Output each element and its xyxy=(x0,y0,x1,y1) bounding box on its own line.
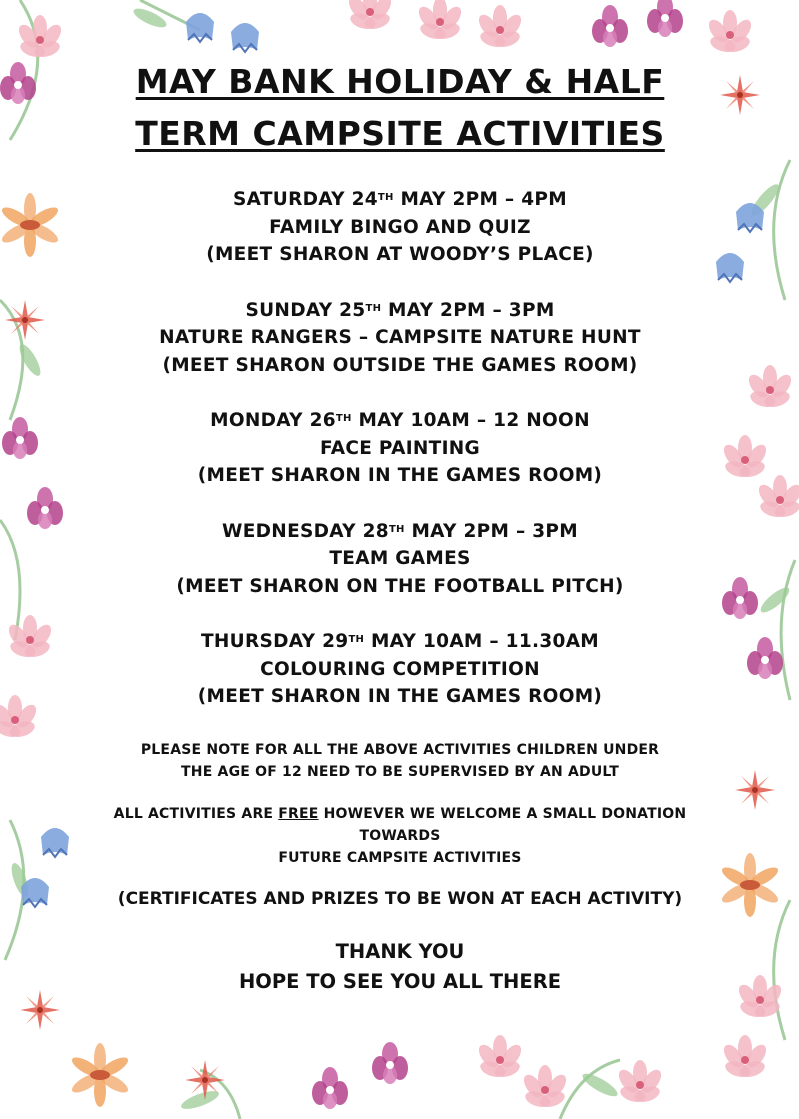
event-activity: COLOURING COMPETITION xyxy=(260,658,540,680)
certificates-note: (CERTIFICATES AND PRIZES TO BE WON AT EACH ACTIVITY) xyxy=(117,888,683,909)
event-item xyxy=(80,518,720,601)
event-activity: FACE PAINTING xyxy=(319,437,481,459)
see-you-line: HOPE TO SEE YOU ALL THERE xyxy=(238,969,562,993)
poster-title xyxy=(80,56,720,160)
event-meeting-point: (MEET SHARON OUTSIDE THE GAMES ROOM) xyxy=(162,354,638,376)
event-activity: NATURE RANGERS – CAMPSITE NATURE HUNT xyxy=(159,327,641,348)
title-line-1: MAY BANK HOLIDAY & HALF xyxy=(135,62,665,101)
title-line-2: TERM CAMPSITE ACTIVITIES xyxy=(135,114,665,153)
closing-message xyxy=(80,937,720,997)
event-activity: FAMILY BINGO AND QUIZ xyxy=(269,216,531,238)
event-date: SUNDAY 25TH MAY 2PM – 3PM xyxy=(245,299,555,321)
event-date: WEDNESDAY 28TH MAY 2PM – 3PM xyxy=(222,520,578,542)
supervision-note: PLEASE NOTE FOR ALL THE ABOVE ACTIVITIES CHILDREN UNDER THE AGE OF 12 NEED TO BE SUPERVISED BY AN ADULT xyxy=(140,741,660,780)
event-item xyxy=(80,628,720,711)
event-meeting-point: (MEET SHARON ON THE FOOTBALL PITCH) xyxy=(176,575,624,597)
thank-you-line: THANK YOU xyxy=(335,939,465,963)
event-date: THURSDAY 29TH MAY 10AM – 11.30AM xyxy=(200,631,600,652)
event-date: SATURDAY 24TH MAY 2PM – 4PM xyxy=(233,189,567,210)
event-meeting-point: (MEET SHARON IN THE GAMES ROOM) xyxy=(197,686,603,707)
free-emphasis: FREE xyxy=(278,805,319,822)
donation-note: ALL ACTIVITIES ARE FREE HOWEVER WE WELCOME A SMALL DONATION TOWARDS FUTURE CAMPSITE ACTIVITIES xyxy=(113,805,687,866)
event-item xyxy=(80,186,720,269)
event-meeting-point: (MEET SHARON AT WOODY’S PLACE) xyxy=(206,244,594,265)
event-date: MONDAY 26TH MAY 10AM – 12 NOON xyxy=(210,410,590,431)
event-item xyxy=(80,407,720,490)
event-activity: TEAM GAMES xyxy=(329,548,471,569)
event-meeting-point: (MEET SHARON IN THE GAMES ROOM) xyxy=(197,465,603,486)
poster-content xyxy=(80,56,720,997)
event-item xyxy=(80,297,720,380)
event-list xyxy=(80,186,720,711)
